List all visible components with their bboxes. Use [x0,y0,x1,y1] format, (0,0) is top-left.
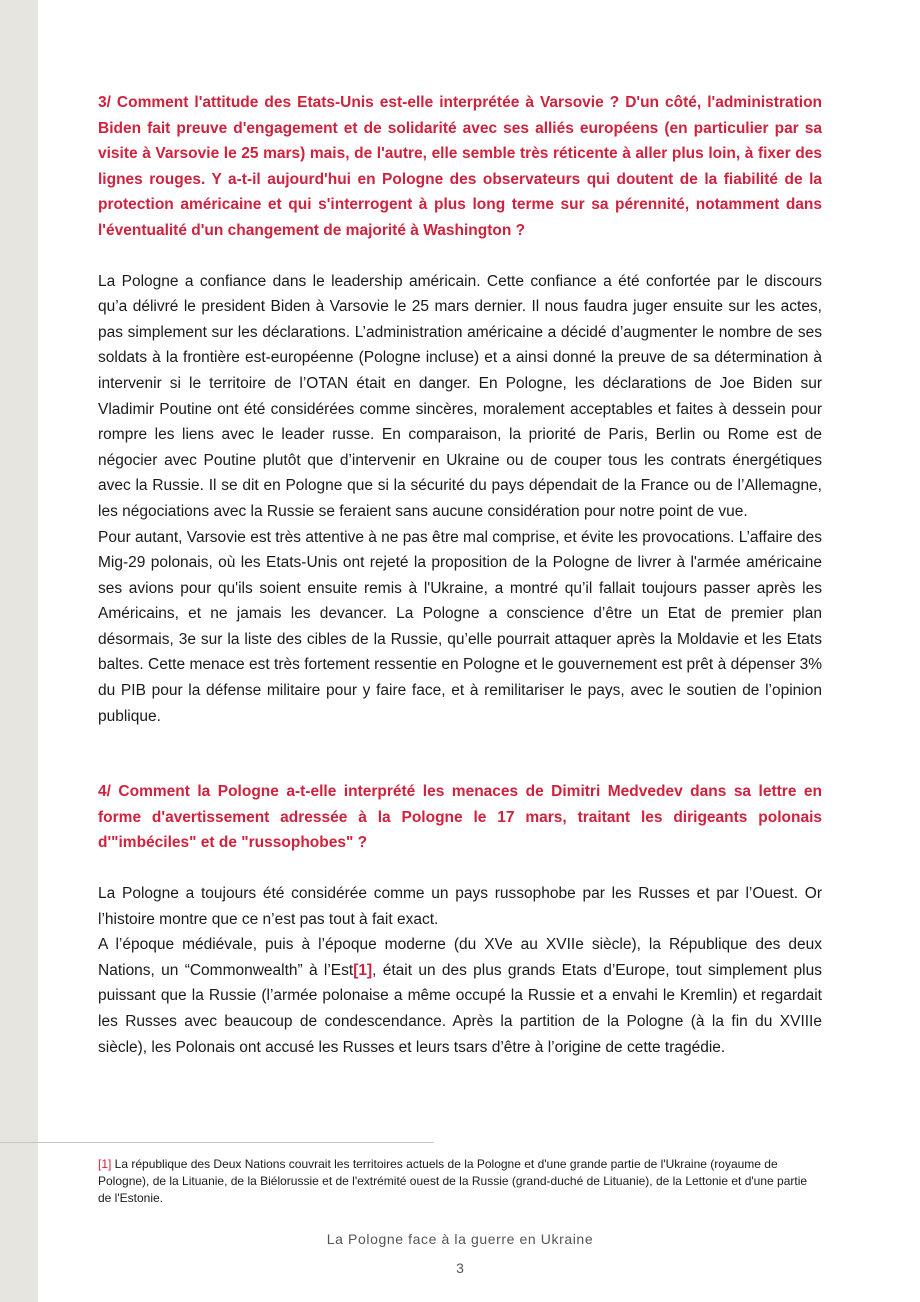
footnote-divider [0,1142,434,1143]
main-content [98,90,822,1060]
footnote-text: La république des Deux Nations couvrait les territoires actuels de la Pologne et d'une grande partie de l'Ukraine (royaume de Pologne), de la Lituanie, de la Biélorussie et de l'extrémité ouest de la Russie (grand-duché de Lituanie), de la Lettonie et d'une partie de l'Estonie. [98,1157,808,1205]
side-band [0,0,38,1302]
answer-4-text-after: , était un des plus grands Etats d’Europe, tout simplement plus puissant que la Russie (l’armée polonaise a même occupé la Russie et a envahi le Kremlin) et regardait les Russes avec beaucoup de condescendance. Après la partition de la Pologne (à la fin du XVIIIe siècle), les Polonais ont accusé les Russes et leurs tsars d’être à l’origine de cette tragédie. [98,961,822,1056]
answer-4-text-before: A l’époque médiévale, puis à l’époque moderne (du XVe au XVIIe siècle), la République des deux Nations, un “Commonwealth” à l’Est [98,936,822,979]
question-4: 4/ Comment la Pologne a-t-elle interprété les menaces de Dimitri Medvedev dans sa lettre en forme d'avertissement adressée à la Pologne le 17 mars, traitant les dirigeants polonais d'"imbéciles" et de "russophobes" ? [98,783,822,852]
footer-title: La Pologne face à la guerre en Ukraine [326,1231,594,1247]
answer-3-paragraph-1: La Pologne a confiance dans le leadership américain. Cette confiance a été confortée par le discours qu’a délivré le president Biden à Varsovie le 25 mars dernier. Il nous faudra juger ensuite sur les actes, pas simplement sur les déclarations. L’administration américaine a décidé d’augmenter le nombre de ses soldats à la frontière est-européenne (Pologne incluse) et a ainsi donné la preuve de sa détermination à intervenir si le territoire de l’OTAN était en danger. En Pologne, les déclarations de Joe Biden sur Vladimir Poutine ont été considérées comme sincères, moralement acceptables et faites à dessein pour rompre les liens avec le leader russe. En comparaison, la priorité de Paris, Berlin ou Rome est de négocier avec Poutine plutôt que d’intervenir en Ukraine ou de couper tous les contrats énergétiques avec la Russie. Il se dit en Pologne que si la sécurité du pays dépendait de la France ou de l’Allemagne, les négociations avec la Russie se feraient sans aucune considération pour notre point de vue. [98,272,822,520]
question-3: 3/ Comment l'attitude des Etats-Unis est-elle interprétée à Varsovie ? D'un côté, l'administration Biden fait preuve d'engagement et de solidarité avec ses alliés européens (en particulier par sa visite à Varsovie le 25 mars) mais, de l'autre, elle semble très réticente à aller plus loin, à fixer des lignes rouges. Y a-t-il aujourd'hui en Pologne des observateurs qui doutent de la fiabilité de la protection américaine et qui s'interrogent à plus long terme sur sa pérennité, notamment dans l'éventualité d'un changement de majorité à Washington ? [98,94,822,239]
answer-3-paragraph-2: Pour autant, Varsovie est très attentive à ne pas être mal comprise, et évite les provocations. L’affaire des Mig-29 polonais, où les Etats-Unis ont rejeté la proposition de la Pologne de livrer à l'armée américaine ses avions pour qu'ils soient ensuite remis à l'Ukraine, a montré qu’il fallait toujours passer après les Américains, et ne jamais les devancer. La Pologne a conscience d’être un Etat de premier plan désormais, 3e sur la liste des cibles de la Russie, qu’elle pourrait attaquer après la Moldavie et les Etats baltes. Cette menace est très fortement ressentie en Pologne et le gouvernement est prêt à dépenser 3% du PIB pour la défense militaire pour y faire face, et à remilitariser le pays, avec le soutien de l’opinion publique. [98,528,823,725]
footnote-reference-link[interactable]: [1] [353,961,373,979]
footnote [98,1156,822,1207]
page-number: 3 [456,1260,464,1276]
answer-4-paragraph-2 [98,932,822,1060]
answer-4-paragraph-1: La Pologne a toujours été considérée comme un pays russophobe par les Russes et par l’Ouest. Or l’histoire montre que ce n’est pas tout à fait exact. [98,885,822,928]
footnote-mark-link[interactable]: [1] [98,1157,112,1171]
